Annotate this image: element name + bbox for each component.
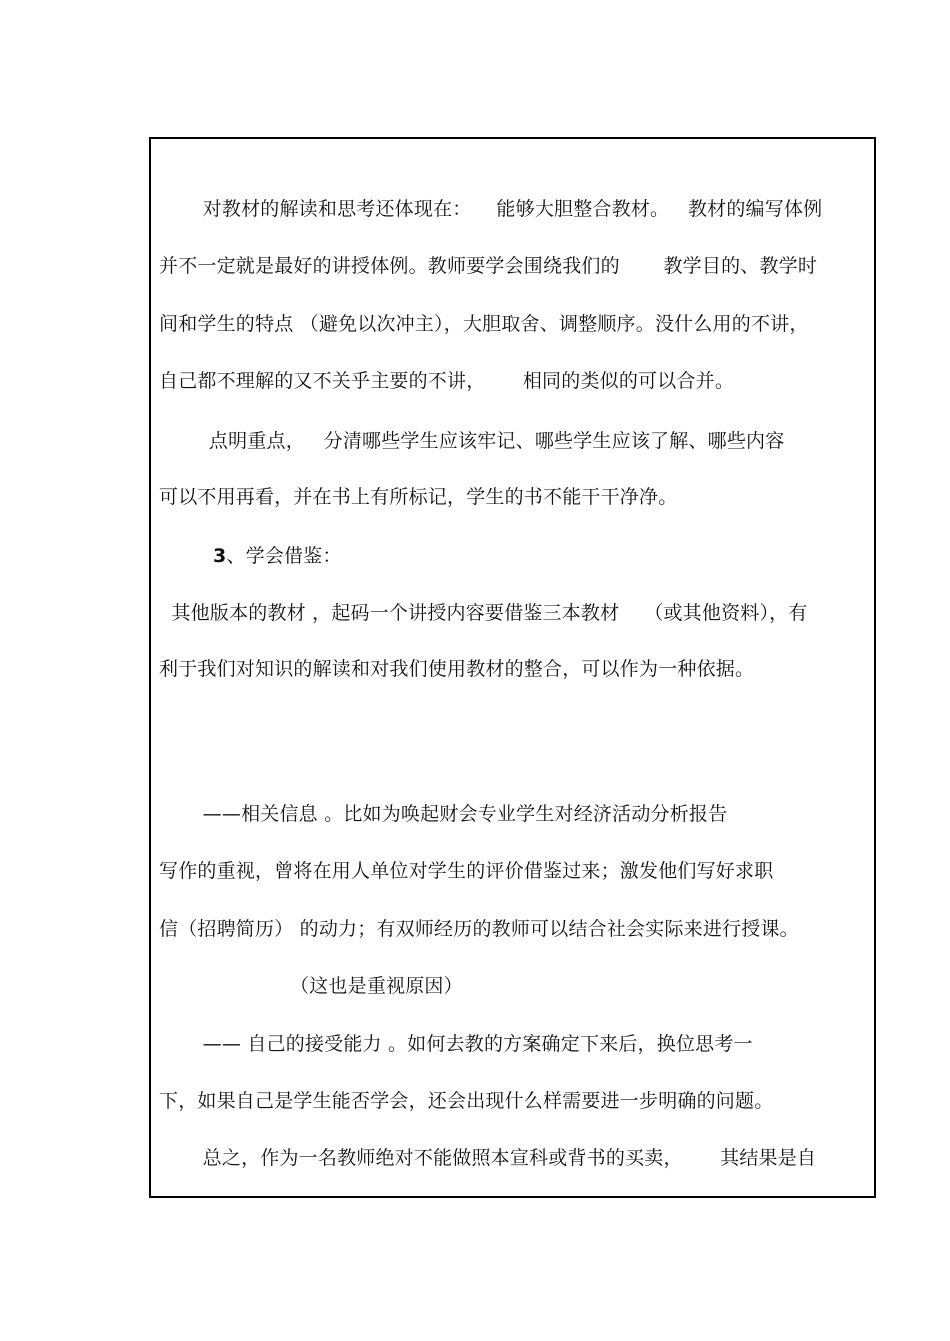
text-line-11: 写作的重视，曾将在用人单位对学生的评价借鉴过来；激发他们写好求职 bbox=[159, 860, 774, 882]
text-line-12: 信（招聘简历） 的动力；有双师经历的教师可以结合社会实际来进行授课。 bbox=[159, 918, 799, 940]
text-line-10: ——相关信息 。比如为唤起财会专业学生对经济活动分析报告 bbox=[159, 803, 728, 825]
text-line-2: 并不一定就是最好的讲授体例。教师要学会围绕我们的 教学目的、教学时 bbox=[159, 255, 818, 277]
section-title: 、学会借鉴： bbox=[226, 545, 342, 567]
section-number: 3 bbox=[213, 545, 227, 567]
text-line-15: 下，如果自己是学生能否学会，还会出现什么样需要进一步明确的问题。 bbox=[159, 1090, 774, 1112]
text-line-1: 对教材的解读和思考还体现在： 能够大胆整合教材。 教材的编写体例 bbox=[159, 198, 823, 220]
text-line-5: 点明重点， 分清哪些学生应该牢记、哪些学生应该了解、哪些内容 bbox=[159, 430, 785, 452]
text-line-16: 总之，作为一名教师绝对不能做照本宣科或背书的买卖， 其结果是自 bbox=[159, 1147, 817, 1169]
text-line-14: —— 自己的接受能力 。如何去教的方案确定下来后，换位思考一 bbox=[159, 1033, 753, 1055]
text-line-9: 利于我们对知识的解读和对我们使用教材的整合，可以作为一种依据。 bbox=[159, 658, 755, 680]
text-line-13: （这也是重视原因） bbox=[159, 975, 463, 997]
text-line-8: 其他版本的教材 ，起码一个讲授内容要借鉴三本教材 （或其他资料），有 bbox=[159, 602, 808, 624]
text-line-6: 可以不用再看，并在书上有所标记，学生的书不能干干净净。 bbox=[159, 486, 678, 508]
section-heading bbox=[213, 544, 342, 568]
text-line-4: 自己都不理解的又不关乎主要的不讲， 相同的类似的可以合并。 bbox=[159, 370, 735, 392]
text-line-3: 间和学生的特点 （避免以次冲主），大胆取舍、调整顺序。没什么用的不讲， bbox=[159, 313, 809, 335]
